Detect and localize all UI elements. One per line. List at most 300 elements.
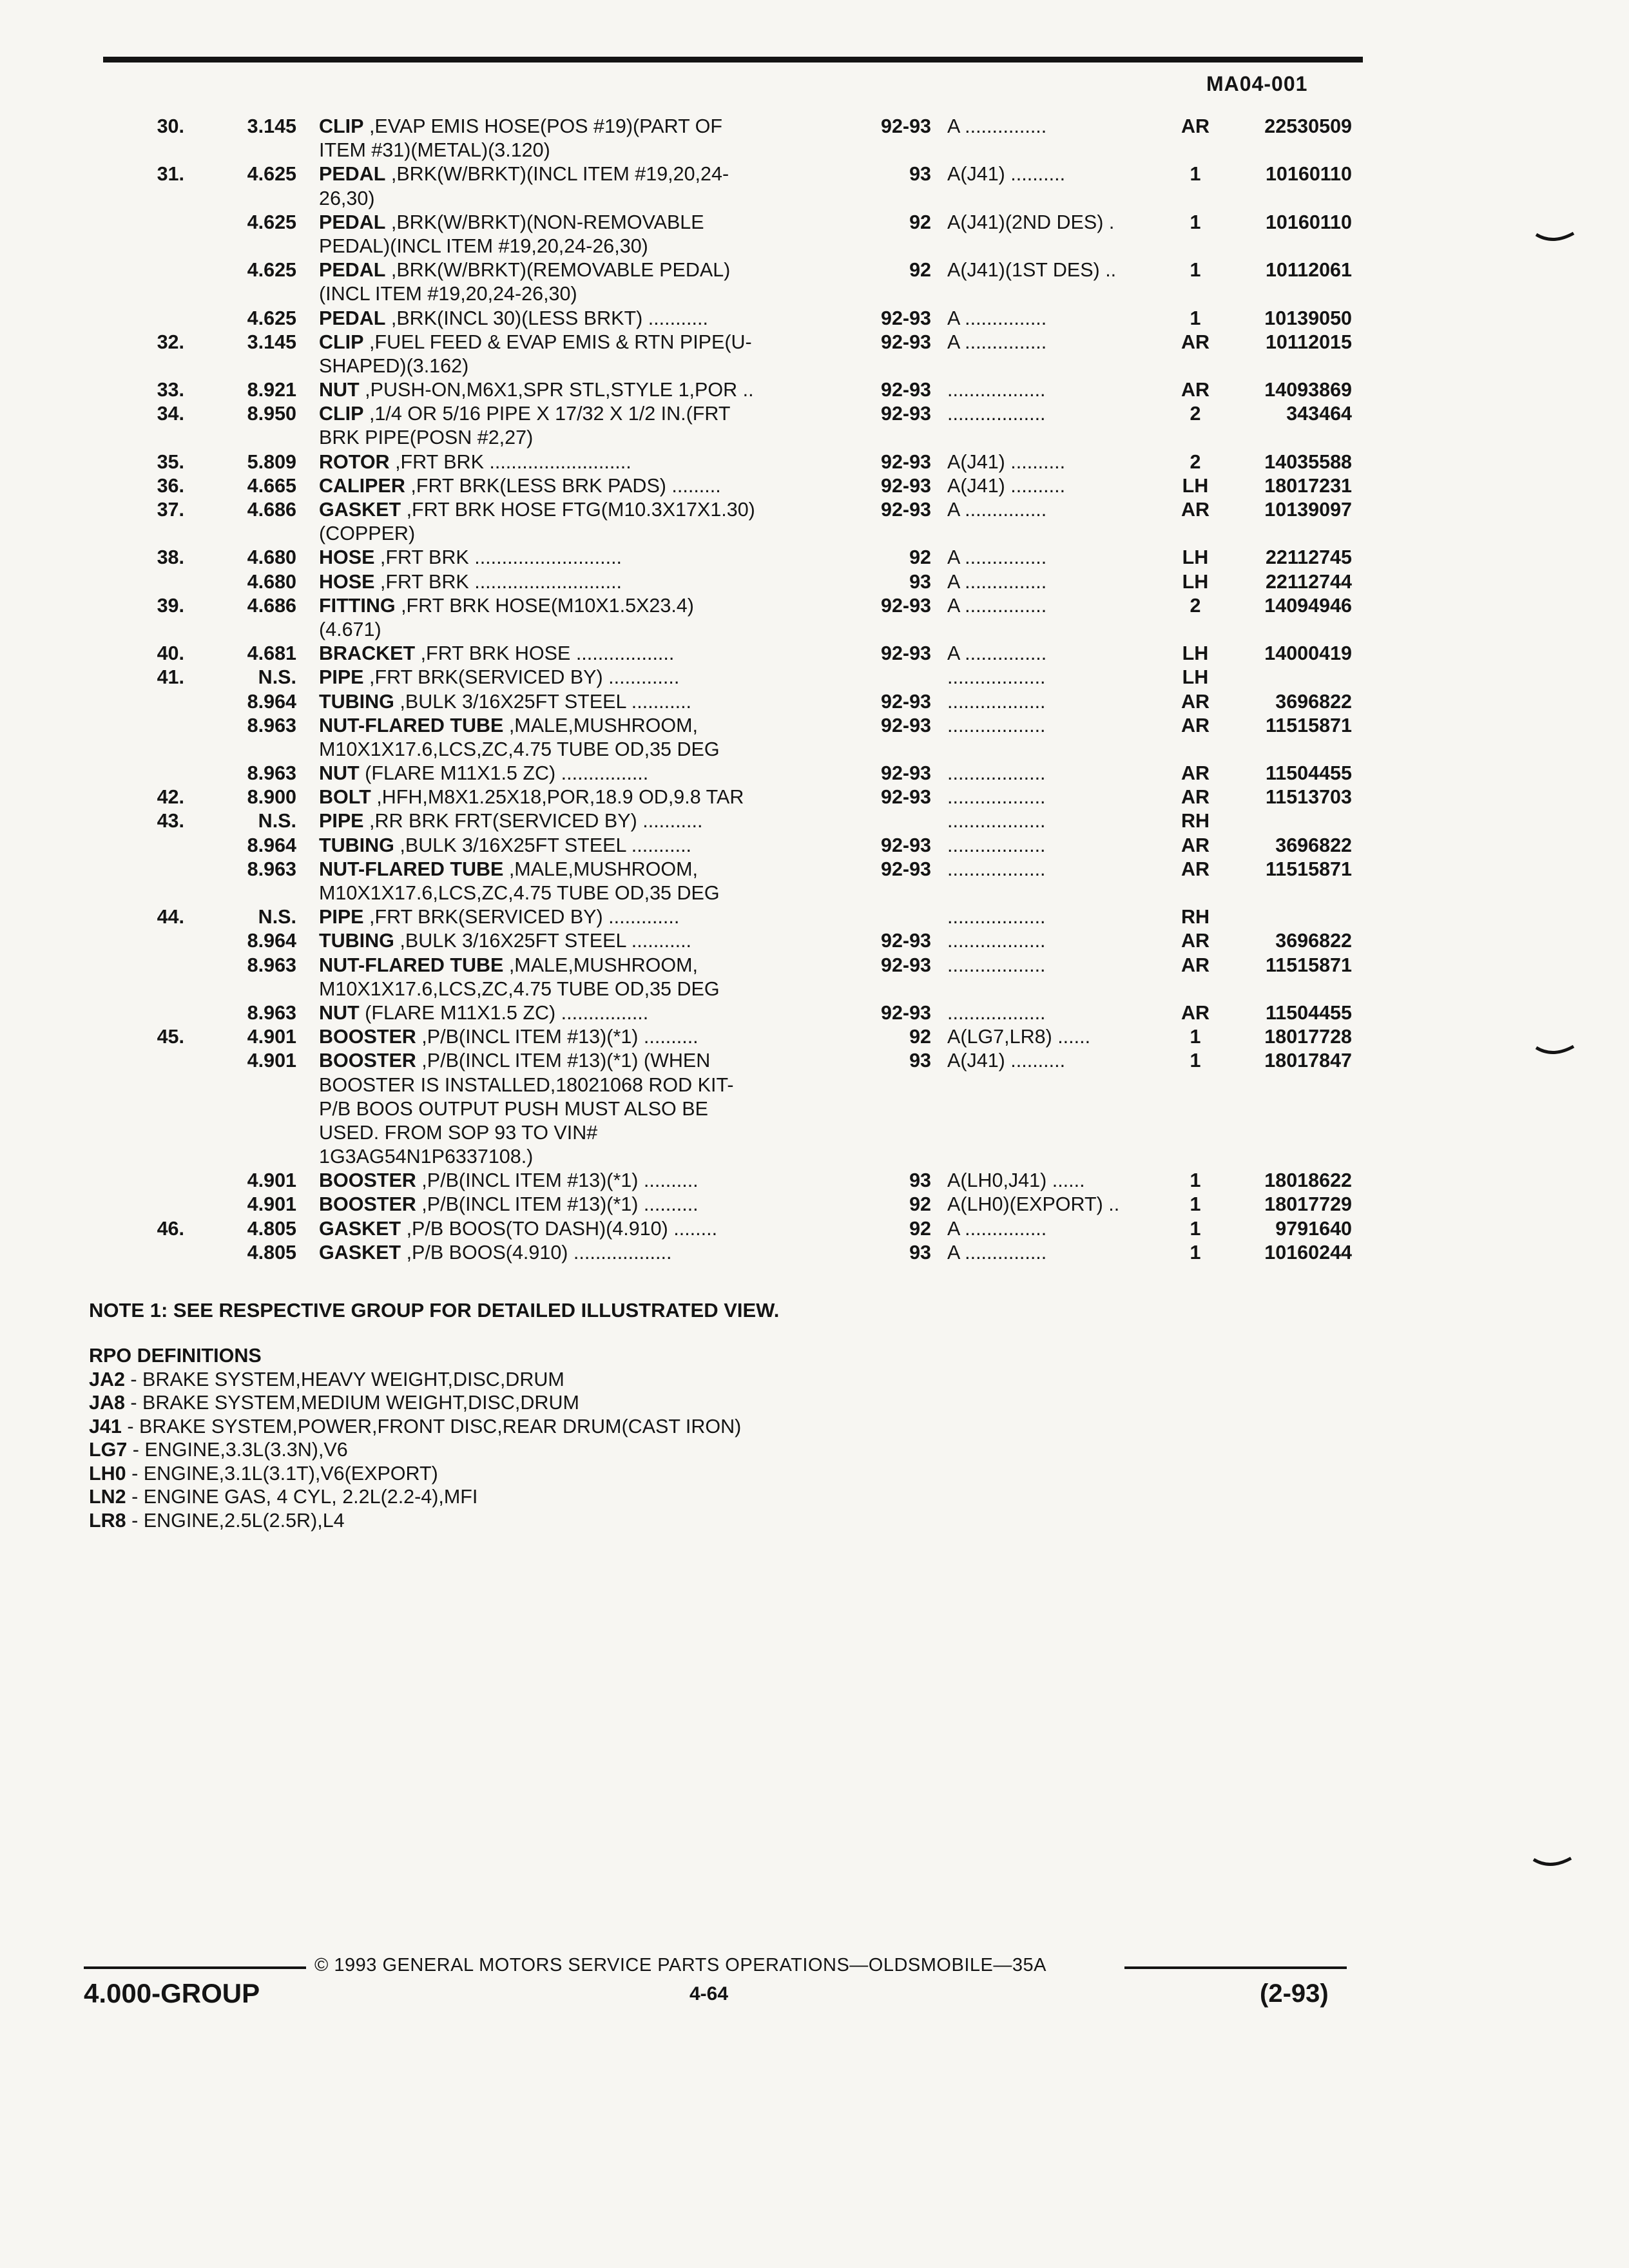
- quantity: AR: [1181, 331, 1210, 353]
- group-number: 4.686: [247, 499, 296, 521]
- model-year: 92-93: [880, 594, 931, 617]
- ref-number: 44.: [157, 906, 184, 928]
- group-number: 4.680: [247, 546, 296, 569]
- model-year: 92: [909, 211, 931, 233]
- part-row: [0, 666, 1629, 689]
- quantity: LH: [1182, 546, 1209, 569]
- model-year: 92-93: [880, 379, 931, 401]
- part-description: [319, 929, 691, 953]
- part-detail: BRK PIPE(POSN #2,27): [319, 427, 534, 449]
- model-year: 93: [909, 1241, 931, 1264]
- rpo-text: - BRAKE SYSTEM,HEAVY WEIGHT,DISC,DRUM: [124, 1368, 564, 1390]
- part-name: PEDAL: [319, 211, 386, 233]
- part-row: [0, 115, 1629, 139]
- part-detail: ,FRT BRK(SERVICED BY) .............: [363, 906, 680, 928]
- part-detail: (INCL ITEM #19,20,24-26,30): [319, 283, 577, 305]
- model-year: 92-93: [880, 331, 931, 353]
- part-row: [0, 1097, 1629, 1121]
- footnote: NOTE 1: SEE RESPECTIVE GROUP FOR DETAILED ILLUSTRATED VIEW.: [89, 1299, 780, 1321]
- quantity: AR: [1181, 834, 1210, 856]
- model-year: 92: [909, 546, 931, 569]
- option-codes: ..................: [947, 714, 1046, 736]
- rpo-code: J41: [89, 1415, 122, 1437]
- ref-number: 34.: [157, 403, 184, 425]
- part-description: [319, 690, 691, 714]
- quantity: AR: [1181, 786, 1210, 809]
- model-year: 92: [909, 1217, 931, 1240]
- part-name: FITTING: [319, 594, 396, 617]
- part-detail: ,BRK(W/BRKT)(NON-REMOVABLE: [385, 211, 704, 233]
- group-number: N.S.: [258, 810, 296, 832]
- part-number: 10160110: [1265, 211, 1352, 233]
- part-row: [0, 282, 1629, 306]
- model-year: 92-93: [880, 690, 931, 713]
- part-row: [0, 235, 1629, 258]
- ref-number: 33.: [157, 379, 184, 401]
- part-row: [0, 211, 1629, 235]
- date-code: (2-93): [1260, 1979, 1329, 2008]
- part-row: [0, 1001, 1629, 1025]
- part-description: [319, 258, 730, 282]
- part-detail: SHAPED)(3.162): [319, 354, 469, 377]
- part-number: 10112015: [1265, 331, 1352, 353]
- part-detail: ,RR BRK FRT(SERVICED BY) ...........: [363, 810, 703, 832]
- part-row: [0, 954, 1629, 977]
- part-detail: ,P/B(INCL ITEM #13)(*1) (WHEN: [416, 1050, 711, 1072]
- quantity: LH: [1182, 666, 1209, 689]
- part-description: [319, 331, 752, 354]
- quantity: 1: [1190, 1026, 1201, 1048]
- part-number: 343464: [1286, 403, 1352, 425]
- option-codes: ..................: [947, 786, 1046, 809]
- option-codes: ..................: [947, 930, 1046, 952]
- part-detail: ,P/B(INCL ITEM #13)(*1) ..........: [416, 1026, 699, 1048]
- part-description: [319, 1241, 671, 1265]
- model-year: 92-93: [880, 762, 931, 785]
- group-number: 8.963: [247, 954, 296, 976]
- part-name: NUT: [319, 1001, 360, 1024]
- part-description: [319, 402, 731, 426]
- group-number: 4.625: [247, 211, 296, 233]
- rpo-code: JA2: [89, 1368, 125, 1390]
- group-number: 4.901: [247, 1050, 296, 1072]
- model-year: 92: [909, 1193, 931, 1216]
- part-row: [0, 1049, 1629, 1073]
- part-description: [319, 1001, 648, 1025]
- part-detail: P/B BOOS OUTPUT PUSH MUST ALSO BE: [319, 1097, 708, 1120]
- part-row: [0, 905, 1629, 929]
- part-description: [319, 1217, 717, 1241]
- part-number: 3696822: [1275, 834, 1352, 856]
- rpo-definition: [89, 1485, 741, 1509]
- model-year: 92-93: [880, 403, 931, 425]
- part-number: 11504455: [1265, 1001, 1352, 1024]
- ref-number: 32.: [157, 331, 184, 353]
- part-row: [0, 498, 1629, 522]
- part-name: PEDAL: [319, 307, 386, 329]
- part-number: 14035588: [1264, 450, 1352, 473]
- part-name: NUT-FLARED TUBE: [319, 714, 504, 736]
- model-year: 92-93: [880, 834, 931, 856]
- model-year: 93: [909, 1169, 931, 1192]
- model-year: 92-93: [880, 714, 931, 736]
- part-number: 22112745: [1265, 546, 1352, 569]
- option-codes: ..................: [947, 954, 1046, 976]
- part-row: [0, 618, 1629, 642]
- option-codes: A(J41) ..........: [947, 474, 1066, 497]
- rpo-code: LH0: [89, 1462, 126, 1485]
- part-row: [0, 714, 1629, 738]
- model-year: 92-93: [880, 499, 931, 521]
- ref-number: 43.: [157, 810, 184, 832]
- rpo-title: RPO DEFINITIONS: [89, 1345, 262, 1367]
- part-name: GASKET: [319, 499, 401, 521]
- option-codes: A ...............: [947, 642, 1047, 665]
- part-description: [319, 1097, 708, 1121]
- group-number: 4.625: [247, 307, 296, 329]
- part-name: TUBING: [319, 690, 394, 713]
- model-year: 93: [909, 163, 931, 186]
- part-name: NUT: [319, 762, 360, 785]
- quantity: 2: [1190, 594, 1201, 617]
- quantity: AR: [1181, 714, 1210, 736]
- part-row: [0, 1241, 1629, 1265]
- model-year: 92: [909, 1026, 931, 1048]
- part-detail: ,P/B(INCL ITEM #13)(*1) ..........: [416, 1169, 699, 1192]
- copyright-line: © 1993 GENERAL MOTORS SERVICE PARTS OPERATIONS—OLDSMOBILE—35A: [314, 1955, 1046, 1975]
- part-detail: ,MALE,MUSHROOM,: [503, 954, 698, 976]
- part-description: [319, 187, 374, 211]
- option-codes: A(J41)(1ST DES) ..: [947, 259, 1117, 282]
- part-row: [0, 785, 1629, 809]
- part-description: [319, 834, 691, 858]
- ref-number: 42.: [157, 786, 184, 809]
- quantity: AR: [1181, 954, 1210, 976]
- part-row: [0, 809, 1629, 833]
- group-number: 4.686: [247, 594, 296, 617]
- page-number: 4-64: [689, 1983, 729, 2004]
- ref-number: 37.: [157, 499, 184, 521]
- group-number: 8.964: [247, 930, 296, 952]
- punch-mark-1: [1535, 231, 1575, 245]
- group-number: 8.963: [247, 858, 296, 880]
- rpo-code: LN2: [89, 1486, 126, 1508]
- part-number: 22530509: [1264, 115, 1352, 137]
- part-description: [319, 618, 381, 642]
- option-codes: ..................: [947, 762, 1046, 785]
- part-name: BOLT: [319, 786, 371, 809]
- part-number: 14094946: [1264, 594, 1352, 617]
- part-description: [319, 881, 720, 905]
- part-row: [0, 1145, 1629, 1169]
- part-description: [319, 211, 704, 235]
- part-description: [319, 1073, 734, 1097]
- part-row: [0, 594, 1629, 618]
- part-description: [319, 1025, 699, 1049]
- quantity: 1: [1190, 211, 1201, 233]
- top-rule: [103, 57, 1363, 62]
- part-number: 11513703: [1265, 786, 1352, 809]
- quantity: AR: [1181, 115, 1210, 137]
- part-number: 18017728: [1264, 1026, 1352, 1048]
- option-codes: A(LH0)(EXPORT) ..: [947, 1193, 1120, 1216]
- part-row: [0, 1193, 1629, 1216]
- part-row: [0, 378, 1629, 402]
- part-number: 11515871: [1265, 858, 1352, 880]
- ref-number: 40.: [157, 642, 184, 665]
- part-number: 14000419: [1264, 642, 1352, 665]
- option-codes: A ...............: [947, 546, 1047, 569]
- model-year: 92-93: [880, 450, 931, 473]
- quantity: RH: [1181, 906, 1210, 928]
- group-number: 4.901: [247, 1026, 296, 1048]
- part-row: [0, 642, 1629, 666]
- model-year: 92-93: [880, 786, 931, 809]
- group-number: 8.964: [247, 834, 296, 856]
- part-description: [319, 139, 550, 162]
- option-codes: A ...............: [947, 570, 1047, 593]
- part-detail: PEDAL)(INCL ITEM #19,20,24-26,30): [319, 235, 648, 257]
- part-detail: BOOSTER IS INSTALLED,18021068 ROD KIT-: [319, 1073, 734, 1096]
- part-name: GASKET: [319, 1241, 401, 1264]
- part-number: 11515871: [1265, 954, 1352, 976]
- part-detail: (FLARE M11X1.5 ZC) ................: [359, 762, 649, 785]
- quantity: 2: [1190, 450, 1201, 473]
- model-year: 92-93: [880, 115, 931, 137]
- option-codes: A(J41)(2ND DES) .: [947, 211, 1115, 233]
- part-description: [319, 235, 648, 258]
- part-description: [319, 522, 415, 546]
- part-number: 22112744: [1265, 570, 1352, 593]
- part-description: [319, 498, 755, 522]
- part-row: [0, 546, 1629, 570]
- part-row: [0, 139, 1629, 162]
- part-description: [319, 858, 698, 881]
- part-row: [0, 450, 1629, 474]
- part-number: 18017847: [1264, 1050, 1352, 1072]
- part-row: [0, 474, 1629, 498]
- part-number: 10112061: [1265, 259, 1352, 282]
- part-row: [0, 187, 1629, 211]
- option-codes: ..................: [947, 906, 1046, 928]
- part-number: 3696822: [1275, 930, 1352, 952]
- part-description: [319, 1049, 710, 1073]
- quantity: 1: [1190, 259, 1201, 282]
- option-codes: ..................: [947, 403, 1046, 425]
- group-number: 4.805: [247, 1217, 296, 1240]
- quantity: 1: [1190, 1241, 1201, 1264]
- part-row: [0, 1217, 1629, 1241]
- quantity: AR: [1181, 379, 1210, 401]
- quantity: AR: [1181, 690, 1210, 713]
- option-codes: ..................: [947, 834, 1046, 856]
- part-detail: ,BULK 3/16X25FT STEEL ...........: [394, 690, 692, 713]
- part-row: [0, 738, 1629, 762]
- option-codes: A ...............: [947, 115, 1047, 137]
- part-detail: ,1/4 OR 5/16 PIPE X 17/32 X 1/2 IN.(FRT: [363, 403, 731, 425]
- option-codes: A(LH0,J41) ......: [947, 1169, 1085, 1192]
- rpo-definition: [89, 1391, 741, 1415]
- model-year: 92-93: [880, 642, 931, 665]
- part-row: [0, 929, 1629, 953]
- part-number: 10160110: [1265, 163, 1352, 186]
- model-year: 92-93: [880, 858, 931, 880]
- part-description: [319, 450, 631, 474]
- part-description: [319, 954, 698, 977]
- part-detail: ,FRT BRK HOSE FTG(M10.3X17X1.30): [401, 499, 755, 521]
- part-description: [319, 666, 679, 689]
- group-number: 4.625: [247, 259, 296, 282]
- footer-rule-right: [1124, 1966, 1347, 1969]
- part-name: CALIPER: [319, 474, 405, 497]
- option-codes: ..................: [947, 379, 1046, 401]
- part-name: BOOSTER: [319, 1193, 416, 1216]
- group-number: 3.145: [247, 115, 296, 137]
- part-description: [319, 594, 694, 618]
- part-detail: ,HFH,M8X1.25X18,POR,18.9 OD,9.8 TAR: [371, 786, 744, 809]
- part-number: 11504455: [1265, 762, 1352, 785]
- quantity: LH: [1182, 570, 1209, 593]
- quantity: LH: [1182, 642, 1209, 665]
- part-row: [0, 1169, 1629, 1193]
- rpo-definition: [89, 1509, 741, 1533]
- part-detail: M10X1X17.6,LCS,ZC,4.75 TUBE OD,35 DEG: [319, 977, 720, 1000]
- part-number: 18017231: [1264, 474, 1352, 497]
- part-detail: ,FRT BRK HOSE ..................: [415, 642, 675, 665]
- part-name: TUBING: [319, 834, 394, 856]
- part-row: [0, 522, 1629, 546]
- rpo-code: LG7: [89, 1439, 128, 1461]
- group-number: 8.900: [247, 786, 296, 809]
- part-name: BOOSTER: [319, 1026, 416, 1048]
- part-name: PIPE: [319, 810, 364, 832]
- group-number: 3.145: [247, 331, 296, 353]
- group-number: 4.625: [247, 163, 296, 186]
- option-codes: A ...............: [947, 1217, 1047, 1240]
- part-name: CLIP: [319, 115, 364, 137]
- part-description: [319, 1145, 533, 1169]
- part-number: 3696822: [1275, 690, 1352, 713]
- part-description: [319, 162, 729, 186]
- part-name: CLIP: [319, 403, 364, 425]
- rpo-text: - ENGINE GAS, 4 CYL, 2.2L(2.2-4),MFI: [126, 1486, 478, 1508]
- part-detail: ,P/B BOOS(TO DASH)(4.910) ........: [401, 1217, 718, 1240]
- part-detail: ,FRT BRK ..........................: [389, 450, 631, 473]
- part-description: [319, 426, 533, 450]
- ref-number: 41.: [157, 666, 184, 689]
- part-row: [0, 881, 1629, 905]
- part-detail: ,FRT BRK(LESS BRK PADS) .........: [405, 474, 721, 497]
- rpo-text: - ENGINE,3.1L(3.1T),V6(EXPORT): [126, 1462, 438, 1485]
- part-row: [0, 354, 1629, 378]
- part-description: [319, 546, 622, 570]
- quantity: 1: [1190, 1193, 1201, 1216]
- punch-mark-3: [1532, 1856, 1572, 1870]
- footer-rule-left: [84, 1966, 306, 1969]
- part-name: PIPE: [319, 666, 364, 689]
- part-detail: ,BRK(W/BRKT)(INCL ITEM #19,20,24-: [385, 163, 729, 186]
- model-year: 92-93: [880, 954, 931, 976]
- part-row: [0, 834, 1629, 858]
- group-number: 4.901: [247, 1193, 296, 1216]
- rpo-definitions: [89, 1344, 741, 1532]
- part-row: [0, 162, 1629, 186]
- group-number: N.S.: [258, 906, 296, 928]
- option-codes: A ...............: [947, 594, 1047, 617]
- part-detail: ,P/B(INCL ITEM #13)(*1) ..........: [416, 1193, 699, 1216]
- part-name: PEDAL: [319, 259, 386, 282]
- part-row: [0, 1025, 1629, 1049]
- option-codes: ..................: [947, 810, 1046, 832]
- part-name: BOOSTER: [319, 1050, 416, 1072]
- part-row: [0, 1073, 1629, 1097]
- punch-mark-2: [1535, 1044, 1575, 1058]
- ref-number: 31.: [157, 163, 184, 186]
- parts-list: [0, 115, 1629, 1265]
- option-codes: A ...............: [947, 331, 1047, 353]
- model-year: 92-93: [880, 1001, 931, 1024]
- model-year: 93: [909, 1050, 931, 1072]
- part-detail: ,FRT BRK ...........................: [374, 546, 622, 569]
- part-description: [319, 378, 754, 402]
- part-detail: ,FRT BRK HOSE(M10X1.5X23.4): [395, 594, 694, 617]
- quantity: AR: [1181, 499, 1210, 521]
- part-row: [0, 570, 1629, 594]
- part-number: 18018622: [1264, 1169, 1352, 1192]
- part-detail: M10X1X17.6,LCS,ZC,4.75 TUBE OD,35 DEG: [319, 882, 720, 904]
- part-number: 10139050: [1264, 307, 1352, 329]
- option-codes: A(LG7,LR8) ......: [947, 1026, 1091, 1048]
- part-detail: ,MALE,MUSHROOM,: [503, 714, 698, 736]
- rpo-text: - ENGINE,3.3L(3.3N),V6: [127, 1439, 348, 1461]
- model-year: 92-93: [880, 930, 931, 952]
- rpo-definition: [89, 1368, 741, 1392]
- rpo-text: - BRAKE SYSTEM,POWER,FRONT DISC,REAR DRUM(CAST IRON): [121, 1415, 742, 1437]
- part-detail: (FLARE M11X1.5 ZC) ................: [359, 1001, 649, 1024]
- part-number: 10160244: [1264, 1241, 1352, 1264]
- part-number: 11515871: [1265, 714, 1352, 736]
- part-row: [0, 307, 1629, 331]
- rpo-definition: [89, 1462, 741, 1486]
- quantity: 1: [1190, 163, 1201, 186]
- part-row: [0, 426, 1629, 450]
- part-detail: ,BULK 3/16X25FT STEEL ...........: [394, 930, 692, 952]
- part-description: [319, 1121, 597, 1145]
- option-codes: A(J41) ..........: [947, 1050, 1066, 1072]
- part-name: HOSE: [319, 546, 375, 569]
- group-number: 8.921: [247, 379, 296, 401]
- part-detail: ,FRT BRK(SERVICED BY) .............: [363, 666, 680, 689]
- part-description: [319, 474, 721, 498]
- part-name: BRACKET: [319, 642, 416, 665]
- group-number: 8.963: [247, 714, 296, 736]
- quantity: 1: [1190, 1050, 1201, 1072]
- part-name: ROTOR: [319, 450, 390, 473]
- rpo-text: - BRAKE SYSTEM,MEDIUM WEIGHT,DISC,DRUM: [124, 1392, 579, 1414]
- part-name: NUT: [319, 379, 360, 401]
- part-description: [319, 570, 622, 594]
- part-detail: ,MALE,MUSHROOM,: [503, 858, 698, 880]
- part-detail: ITEM #31)(METAL)(3.120): [319, 139, 550, 162]
- part-detail: ,EVAP EMIS HOSE(POS #19)(PART OF: [363, 115, 722, 137]
- option-codes: A ...............: [947, 499, 1047, 521]
- part-row: [0, 331, 1629, 354]
- part-description: [319, 1193, 699, 1216]
- option-codes: ..................: [947, 1001, 1046, 1024]
- part-row: [0, 1121, 1629, 1145]
- part-description: [319, 977, 720, 1001]
- ref-number: 30.: [157, 115, 184, 137]
